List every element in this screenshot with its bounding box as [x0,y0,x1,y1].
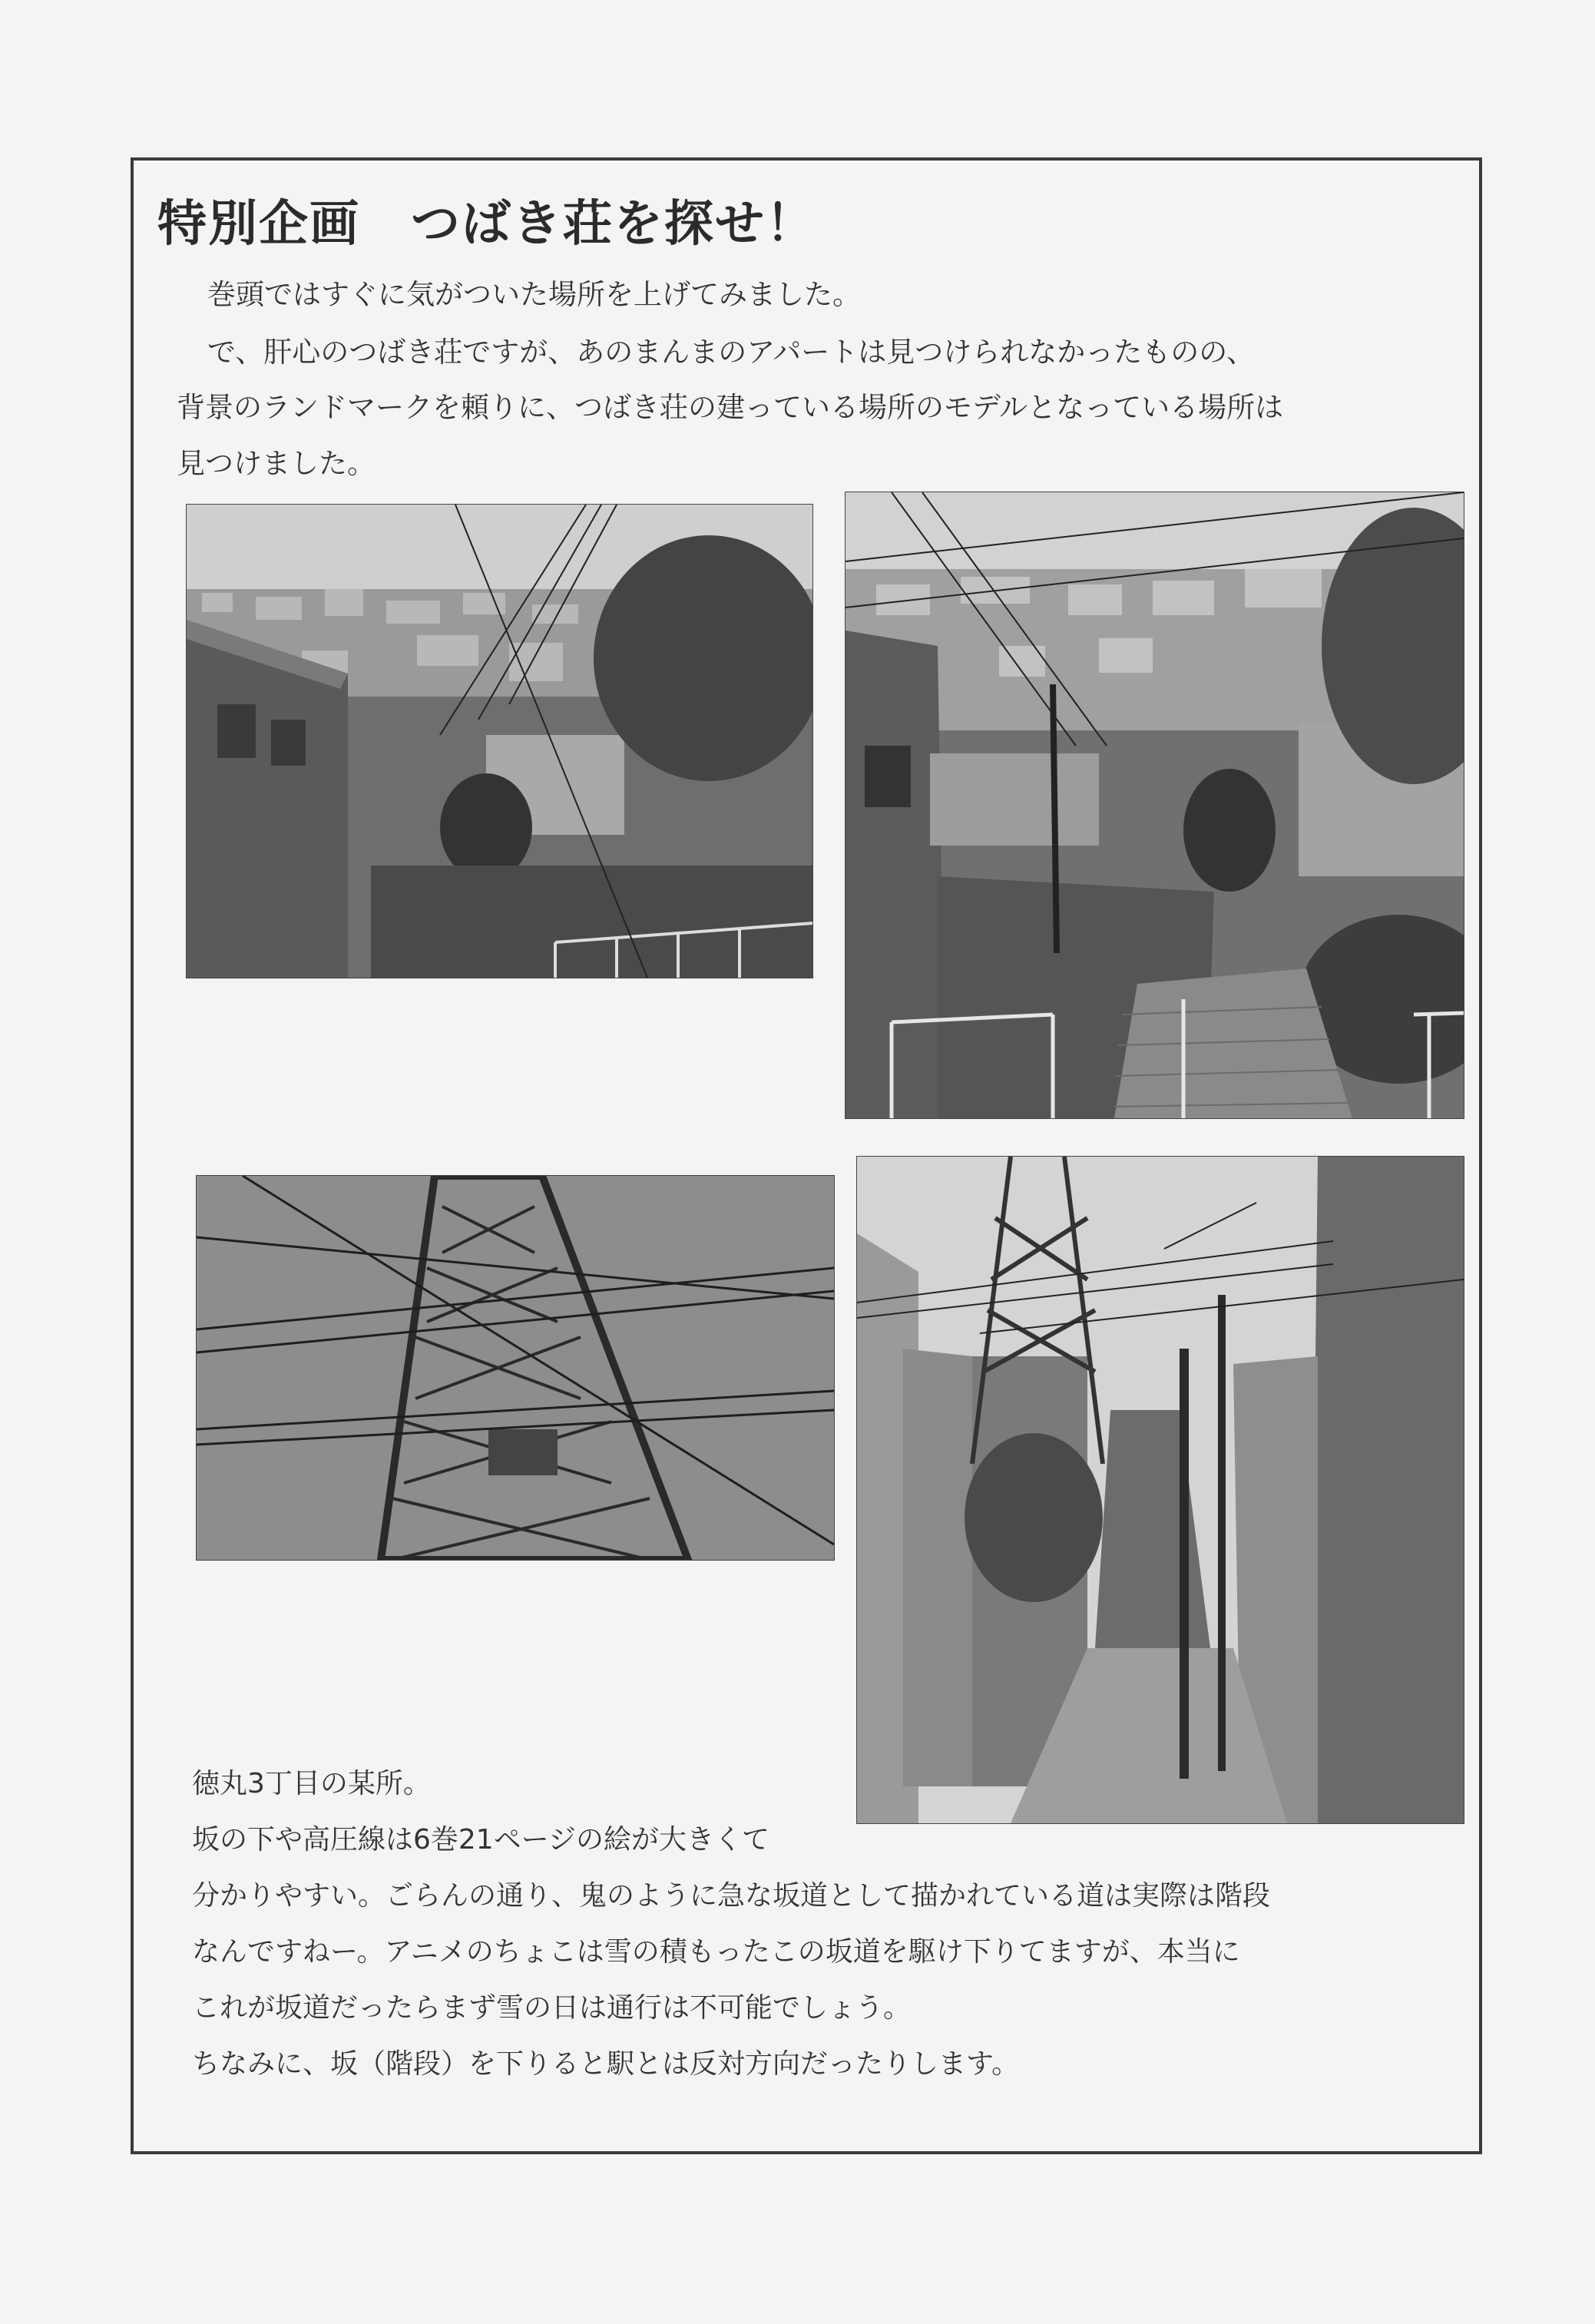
intro-line-2: で、肝心のつばき荘ですが、あのまんまのアパートは見つけられなかったものの、 [207,336,1255,369]
caption-line-6: ちなみに、坂（階段）を下りると駅とは反対方向だったりします。 [192,2048,1020,2080]
intro-line-4: 見つけました。 [177,447,376,480]
photo-narrow-street-with-tower [856,1156,1464,1824]
photo-transmission-tower [196,1175,835,1561]
caption-line-5: これが坂道だったらまず雪の日は通行は不可能でしょう。 [192,1992,912,2024]
caption-line-2: 坂の下や高圧線は6巻21ページの絵が大きくて [192,1824,769,1856]
caption-line-1: 徳丸3丁目の某所。 [192,1768,431,1799]
photo-steep-stairs-view [845,492,1464,1119]
article-title: 特別企画 つばき荘を探せ！ [157,195,816,253]
caption-line-4: なんですねー。アニメのちょこは雪の積もったこの坂道を駆け下りてますが、本当に [192,1936,1240,1968]
intro-line-3: 背景のランドマークを頼りに、つばき荘の建っている場所のモデルとなっている場所は [177,391,1284,424]
photo-town-view-from-stairs [186,504,813,978]
intro-line-1: 巻頭ではすぐに気がついた場所を上げてみました。 [207,278,861,311]
caption-line-3: 分かりやすい。ごらんの通り、鬼のように急な坂道として描かれている道は実際は階段 [192,1880,1271,1912]
